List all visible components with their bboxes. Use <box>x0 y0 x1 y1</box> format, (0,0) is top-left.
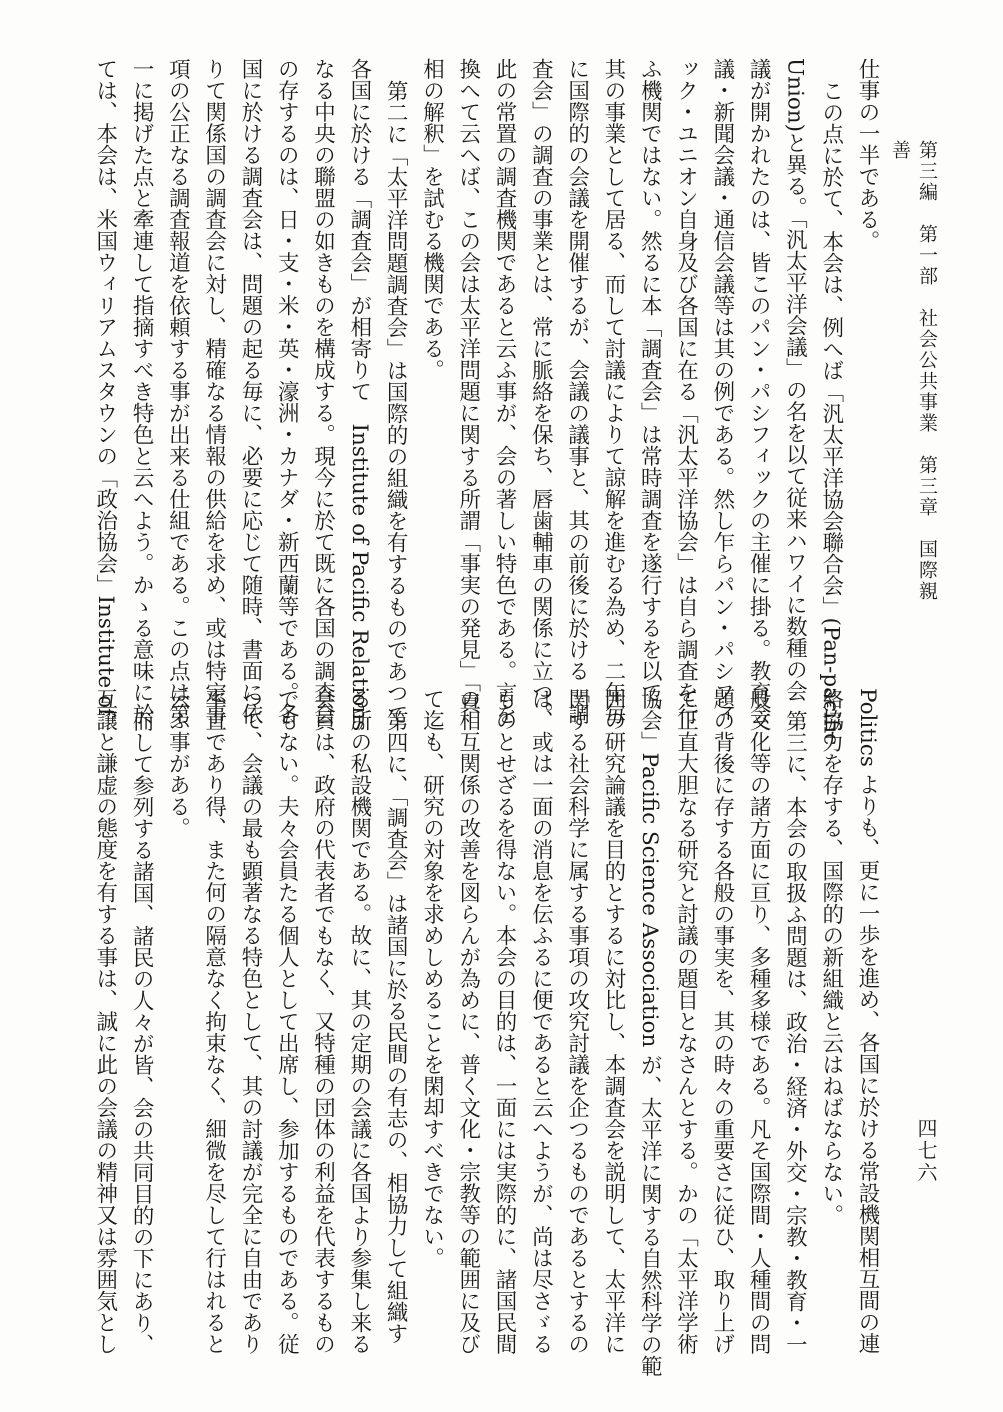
text-line: る所の私設機関である。故に、其の定期の会議に各国より参集し来る <box>346 688 372 1355</box>
text-line: 題の背後に存する各般の事実を、其の時々の重要さに従ひ、取り上げ <box>709 688 735 1355</box>
text-line: 囲の研究論議を目的とするに対比し、本調査会を説明して、太平洋に <box>600 688 626 1355</box>
text-line: 其の事業として居る、而して討議によりて諒解を進むる為め、二年毎 <box>600 58 626 725</box>
text-line: 協会」Pacific Science Association が、太平洋に関する自然科学の範 <box>637 688 663 1377</box>
text-line: Union)と異る。「汎太平洋会議」の名を以て従来ハワイに数種の会 <box>782 58 808 702</box>
text-line: に国際的の会議を開催するが、会議の議事と、其の前後に於ける「調 <box>564 58 590 725</box>
running-header: 第三編 第一部 社会公共事業 第三章 国際親善 <box>889 140 938 602</box>
text-line: 率直であり得、また何の隔意なく拘束なく、細微を尽して行はれると <box>201 688 227 1355</box>
text-line: ては、本会は、米国ウィリアムスタウンの「政治協会」Institute of <box>92 58 118 716</box>
text-line: 第二に「太平洋問題調査会」は国際的の組織を有するものであつて <box>383 79 409 725</box>
text-line: 相の解釈」を試むる機関である。 <box>419 58 445 381</box>
text-line: なる中央の聯盟の如きものを構成する。現今に於て既に各国の調査会 <box>310 58 336 725</box>
text-line: 関する社会科学に属する事項の攻究討議を企つるものであるとするの <box>564 688 590 1355</box>
text-line: 此の常置の調査機関であると云ふ事が、会の著しい特色である。言を <box>492 58 518 725</box>
text-line: 般文化等の諸方面に亘り、多種多様である。凡そ国際間・人種間の問 <box>746 688 772 1355</box>
text-line: ものとせざるを得ない。本会の目的は、一面には実際的に、諸国民間 <box>492 688 518 1355</box>
text-line: て迄も、研究の対象を求めしめることを閑却すべきでない。 <box>419 688 445 1269</box>
text-line: 会員は、政府の代表者でもなく、又特種の団体の利益を代表するもの <box>310 688 336 1355</box>
text-line: て正直大胆なる研究と討議の題目となさんとする。かの「太平洋学術 <box>673 688 699 1355</box>
text-line: 而して参列する諸国、諸民の人々が皆、会の共同目的の下にあり、 <box>129 709 155 1355</box>
text-line: 国に於ける調査会は、問題の起る毎に、必要に応じて随時、書面に依 <box>237 58 263 725</box>
lower-text-block <box>92 688 885 1377</box>
text-line: 議・新聞会議・通信会議等は其の例である。然し乍らパン・パシフィ <box>709 58 735 725</box>
text-line: この点に於て、本会は、例へば「汎太平洋協会聯合会」(Pan-pacific <box>818 79 844 745</box>
text-line: りて関係国の調査会に対し、精確なる情報の供給を求め、或は特定事 <box>201 58 227 725</box>
text-line: 一に掲げた点と牽連して指摘すべき特色と云へよう。かゝる意味に於 <box>129 58 155 725</box>
text-line: ふ機関ではない。然るに本「調査会」は常時調査を遂行するを以て、 <box>637 58 663 725</box>
text-line: 査会」の調査の事業とは、常に脈絡を保ち、唇歯輔車の関係に立つ。 <box>528 58 554 725</box>
text-line: 各国に於ける「調査会」が相寄りて Institute of Pacific Relations <box>346 58 372 732</box>
text-line: 絡協力を存する、国際的の新組織と云はねばならない。 <box>818 688 844 1226</box>
text-line: 互譲と謙虚の態度を有する事は、誠に此の会議の精神又は雰囲気とし <box>92 688 118 1355</box>
text-line: 仕事の一半である。 <box>855 58 880 252</box>
text-line: 第三に、本会の取扱ふ問題は、政治・経済・外交・宗教・教育・一 <box>782 709 808 1355</box>
text-line: 議が開かれたのは、皆このパン・パシフィックの主催に掛る。教育会 <box>746 58 772 725</box>
text-line: は、或は一面の消息を伝ふるに便であると云へようが、尚は尽さゞる <box>528 688 554 1355</box>
text-line: 云ふ事がある。 <box>165 688 191 839</box>
text-line: 項の公正なる調査報道を依頼する事が出来る仕組である。この点は第 <box>165 58 191 725</box>
text-line: ック・ユニオン自身及び各国に在る「汎太平洋協会」は自ら調査を行 <box>673 58 699 725</box>
text-line: の存するのは、日・支・米・英・濠洲・カナダ・新西蘭等である。各 <box>274 58 300 725</box>
text-line: でもない。夫々会員たる個人として出席し、参加するものである。従 <box>274 688 300 1355</box>
text-line: 換へて云へば、この会は太平洋問題に関する所謂「事実の発見」「真 <box>455 58 481 714</box>
page-number: 四七六 <box>914 1118 938 1184</box>
text-line: つて、会議の最も顕著なる特色として、其の討議が完全に自由であり <box>237 688 263 1355</box>
text-line: の相互関係の改善を図らんが為めに、普く文化・宗教等の範囲に及び <box>455 688 481 1355</box>
upper-text-block <box>92 58 885 745</box>
text-line: Politics よりも、更に一歩を進め、各国に於ける常設機関相互間の連 <box>855 688 880 1355</box>
text-line: 第四に、「調査会」は諸国に於る民間の有志の、相協力して組織す <box>383 709 409 1344</box>
